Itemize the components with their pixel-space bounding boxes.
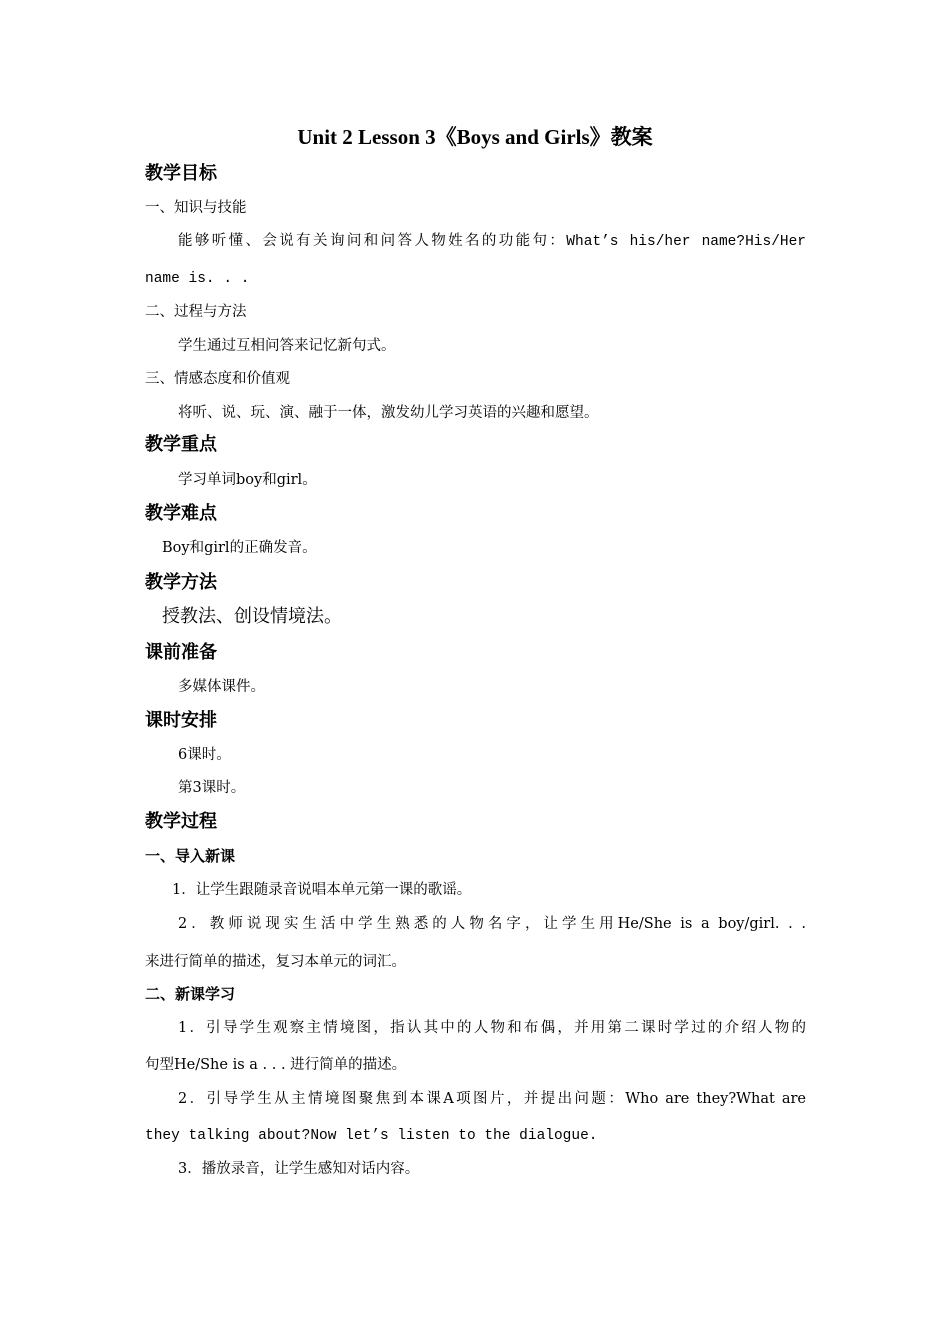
preparation-text: 多媒体课件。 [178,679,265,695]
process-new-heading: 二、新课学习 [145,985,236,1003]
heading-process: 教学过程 [145,811,217,832]
heading-objectives: 教学目标 [145,163,217,184]
difficulties-text: Boy和girl的正确发音。 [162,540,317,556]
objectives-part1-line2: name is. . . [145,271,250,287]
process-intro-item1: 1．让学生跟随录音说唱本单元第一课的歌谣。 [172,882,472,898]
process-new-item1-line1: 1．引导学生观察主情境图，指认其中的人物和布偶，并用第二课时学过的介绍人物的 [178,1020,806,1036]
document-title: Unit 2 Lesson 3《Boys and Girls》教案 [297,125,653,149]
heading-difficulties: 教学难点 [145,503,217,524]
process-intro-heading: 一、导入新课 [145,847,236,865]
heading-schedule: 课时安排 [145,710,217,731]
process-intro-item2-line1: 2．教师说现实生活中学生熟悉的人物名字，让学生用He/She is a boy/girl. . . [178,916,806,932]
process-new-item2-line1: 2．引导学生从主情境图聚焦到本课A项图片，并提出问题：Who are they?What are [178,1091,806,1107]
objectives-part2-text: 学生通过互相问答来记忆新句式。 [178,338,396,354]
process-new-item1-line2: 句型He/She is a . . . 进行简单的描述。 [145,1057,407,1073]
process-intro-item2-line2: 来进行简单的描述，复习本单元的词汇。 [145,954,406,970]
heading-key-points: 教学重点 [145,434,217,455]
methods-text: 授教法、创设情境法。 [162,606,342,627]
heading-preparation: 课前准备 [145,642,217,663]
key-points-text: 学习单词boy和girl。 [178,472,317,488]
schedule-line2: 第3课时。 [178,780,246,796]
process-new-item2-line2: they talking about?Now let’s listen to the dialogue. [145,1128,598,1144]
process-new-item3: 3．播放录音，让学生感知对话内容。 [178,1161,420,1177]
objectives-part1-line1: 能够听懂、会说有关询问和问答人物姓名的功能句：What’s his/her name?His/Her [178,234,806,250]
schedule-line1: 6课时。 [178,747,231,763]
objectives-part3-text: 将听、说、玩、演、融于一体，激发幼儿学习英语的兴趣和愿望。 [178,405,599,421]
objectives-part3-heading: 三、情感态度和价值观 [145,371,290,387]
heading-methods: 教学方法 [145,572,217,593]
objectives-part2-heading: 二、过程与方法 [145,304,247,320]
objectives-part1-heading: 一、知识与技能 [145,200,247,216]
